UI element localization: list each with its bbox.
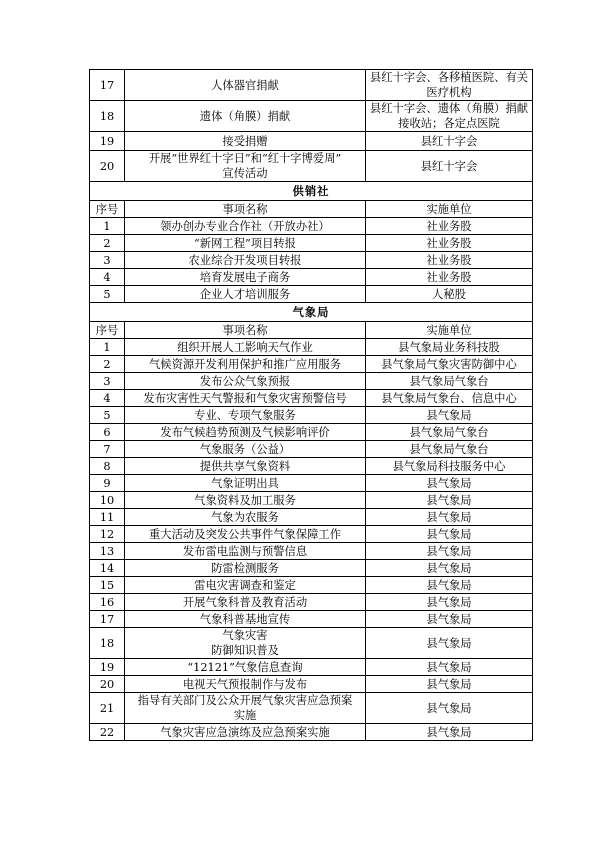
- item-name: 企业人才培训服务: [125, 286, 366, 303]
- implementing-unit: 县气象局: [366, 492, 533, 509]
- implementing-unit: 县气象局气象台: [366, 373, 533, 390]
- implementing-unit: 县气象局气象台: [366, 441, 533, 458]
- row-number: 5: [90, 407, 125, 424]
- implementing-unit: 县气象局: [366, 628, 533, 659]
- table-row: [90, 611, 533, 628]
- implementing-unit: 县气象局: [366, 407, 533, 424]
- implementing-unit: 社业务股: [366, 235, 533, 252]
- item-name: 气象为农服务: [125, 509, 366, 526]
- table-row: [90, 526, 533, 543]
- table-row: [90, 70, 533, 101]
- row-number: 1: [90, 218, 125, 235]
- row-number: 17: [90, 70, 125, 101]
- service-table: [89, 69, 533, 741]
- row-number: 6: [90, 424, 125, 441]
- header-number: 序号: [90, 201, 125, 218]
- table-row: [90, 458, 533, 475]
- table-row: [90, 235, 533, 252]
- item-name: 农业综合开发项目转报: [125, 252, 366, 269]
- section-title-row: [90, 182, 533, 201]
- table-row: [90, 594, 533, 611]
- table-row: [90, 356, 533, 373]
- row-number: 14: [90, 560, 125, 577]
- item-name: 气象灾害 防御知识普及: [125, 628, 366, 659]
- item-name: 遗体（角膜）捐献: [125, 101, 366, 132]
- implementing-unit: 县气象局: [366, 659, 533, 676]
- header-number: 序号: [90, 322, 125, 339]
- row-number: 16: [90, 594, 125, 611]
- table-row: [90, 151, 533, 182]
- implementing-unit: 县气象局业务科技股: [366, 339, 533, 356]
- item-name: 气象灾害应急演练及应急预案实施: [125, 724, 366, 741]
- row-number: 3: [90, 252, 125, 269]
- header-implementing-unit: 实施单位: [366, 201, 533, 218]
- section-title: 气象局: [90, 303, 533, 322]
- row-number: 9: [90, 475, 125, 492]
- row-number: 12: [90, 526, 125, 543]
- item-name: 组织开展人工影响天气作业: [125, 339, 366, 356]
- item-name: 气象服务（公益）: [125, 441, 366, 458]
- item-name: 接受捐赠: [125, 132, 366, 151]
- implementing-unit: 县气象局科技服务中心: [366, 458, 533, 475]
- section-title: 供销社: [90, 182, 533, 201]
- table-row: [90, 577, 533, 594]
- implementing-unit: 人秘股: [366, 286, 533, 303]
- implementing-unit: 县气象局: [366, 676, 533, 693]
- implementing-unit: 县气象局: [366, 577, 533, 594]
- implementing-unit: 社业务股: [366, 252, 533, 269]
- row-number: 19: [90, 132, 125, 151]
- header-row: [90, 201, 533, 218]
- item-name: 重大活动及突发公共事件气象保障工作: [125, 526, 366, 543]
- row-number: 4: [90, 269, 125, 286]
- row-number: 17: [90, 611, 125, 628]
- document-page: [89, 69, 532, 741]
- implementing-unit: 县红十字会、各移植医院、有关 医疗机构: [366, 70, 533, 101]
- row-number: 13: [90, 543, 125, 560]
- item-name: 气象科普基地宣传: [125, 611, 366, 628]
- section-title-row: [90, 303, 533, 322]
- implementing-unit: 县气象局: [366, 724, 533, 741]
- table-row: [90, 390, 533, 407]
- implementing-unit: 县气象局: [366, 693, 533, 724]
- table-row: [90, 509, 533, 526]
- row-number: 1: [90, 339, 125, 356]
- row-number: 20: [90, 151, 125, 182]
- item-name: 气候资源开发利用保护和推广应用服务: [125, 356, 366, 373]
- table-row: [90, 101, 533, 132]
- row-number: 22: [90, 724, 125, 741]
- implementing-unit: 县气象局气象台、信息中心: [366, 390, 533, 407]
- item-name: 领办创办专业合作社（开放办社）: [125, 218, 366, 235]
- row-number: 18: [90, 101, 125, 132]
- item-name: 发布公众气象预报: [125, 373, 366, 390]
- implementing-unit: 县气象局: [366, 526, 533, 543]
- table-row: [90, 373, 533, 390]
- table-row: [90, 218, 533, 235]
- header-item-name: 事项名称: [125, 201, 366, 218]
- implementing-unit: 县红十字会: [366, 151, 533, 182]
- item-name: 开展气象科普及教育活动: [125, 594, 366, 611]
- item-name: 气象资料及加工服务: [125, 492, 366, 509]
- row-number: 15: [90, 577, 125, 594]
- table-row: [90, 286, 533, 303]
- item-name: 提供共享气象资料: [125, 458, 366, 475]
- item-name: 雷电灾害调查和鉴定: [125, 577, 366, 594]
- implementing-unit: 县气象局: [366, 594, 533, 611]
- row-number: 10: [90, 492, 125, 509]
- item-name: 开展“世界红十字日”和“红十字博爱周” 宣传活动: [125, 151, 366, 182]
- item-name: 指导有关部门及公众开展气象灾害应急预案 实施: [125, 693, 366, 724]
- implementing-unit: 县红十字会: [366, 132, 533, 151]
- table-row: [90, 676, 533, 693]
- table-row: [90, 252, 533, 269]
- implementing-unit: 社业务股: [366, 218, 533, 235]
- table-row: [90, 628, 533, 659]
- item-name: 防雷检测服务: [125, 560, 366, 577]
- table-row: [90, 560, 533, 577]
- table-row: [90, 475, 533, 492]
- row-number: 5: [90, 286, 125, 303]
- item-name: 发布雷电监测与预警信息: [125, 543, 366, 560]
- item-name: 气象证明出具: [125, 475, 366, 492]
- table-row: [90, 424, 533, 441]
- table-body: [90, 70, 533, 741]
- table-row: [90, 543, 533, 560]
- header-row: [90, 322, 533, 339]
- item-name: “新网工程”项目转报: [125, 235, 366, 252]
- row-number: 2: [90, 235, 125, 252]
- implementing-unit: 社业务股: [366, 269, 533, 286]
- item-name: 人体器官捐献: [125, 70, 366, 101]
- table-row: [90, 132, 533, 151]
- row-number: 3: [90, 373, 125, 390]
- item-name: 发布灾害性天气警报和气象灾害预警信号: [125, 390, 366, 407]
- implementing-unit: 县红十字会、遗体（角膜）捐献 接收站；各定点医院: [366, 101, 533, 132]
- row-number: 2: [90, 356, 125, 373]
- implementing-unit: 县气象局气象灾害防御中心: [366, 356, 533, 373]
- table-row: [90, 269, 533, 286]
- implementing-unit: 县气象局: [366, 560, 533, 577]
- item-name: 培育发展电子商务: [125, 269, 366, 286]
- table-row: [90, 407, 533, 424]
- implementing-unit: 县气象局: [366, 475, 533, 492]
- table-row: [90, 492, 533, 509]
- row-number: 11: [90, 509, 125, 526]
- table-row: [90, 339, 533, 356]
- header-implementing-unit: 实施单位: [366, 322, 533, 339]
- table-row: [90, 693, 533, 724]
- implementing-unit: 县气象局: [366, 509, 533, 526]
- item-name: “12121”气象信息查询: [125, 659, 366, 676]
- implementing-unit: 县气象局: [366, 543, 533, 560]
- row-number: 18: [90, 628, 125, 659]
- table-row: [90, 659, 533, 676]
- row-number: 8: [90, 458, 125, 475]
- row-number: 20: [90, 676, 125, 693]
- header-item-name: 事项名称: [125, 322, 366, 339]
- item-name: 发布气候趋势预测及气候影响评价: [125, 424, 366, 441]
- row-number: 19: [90, 659, 125, 676]
- row-number: 7: [90, 441, 125, 458]
- table-row: [90, 441, 533, 458]
- item-name: 电视天气预报制作与发布: [125, 676, 366, 693]
- table-row: [90, 724, 533, 741]
- implementing-unit: 县气象局: [366, 611, 533, 628]
- implementing-unit: 县气象局气象台: [366, 424, 533, 441]
- item-name: 专业、专项气象服务: [125, 407, 366, 424]
- row-number: 21: [90, 693, 125, 724]
- row-number: 4: [90, 390, 125, 407]
